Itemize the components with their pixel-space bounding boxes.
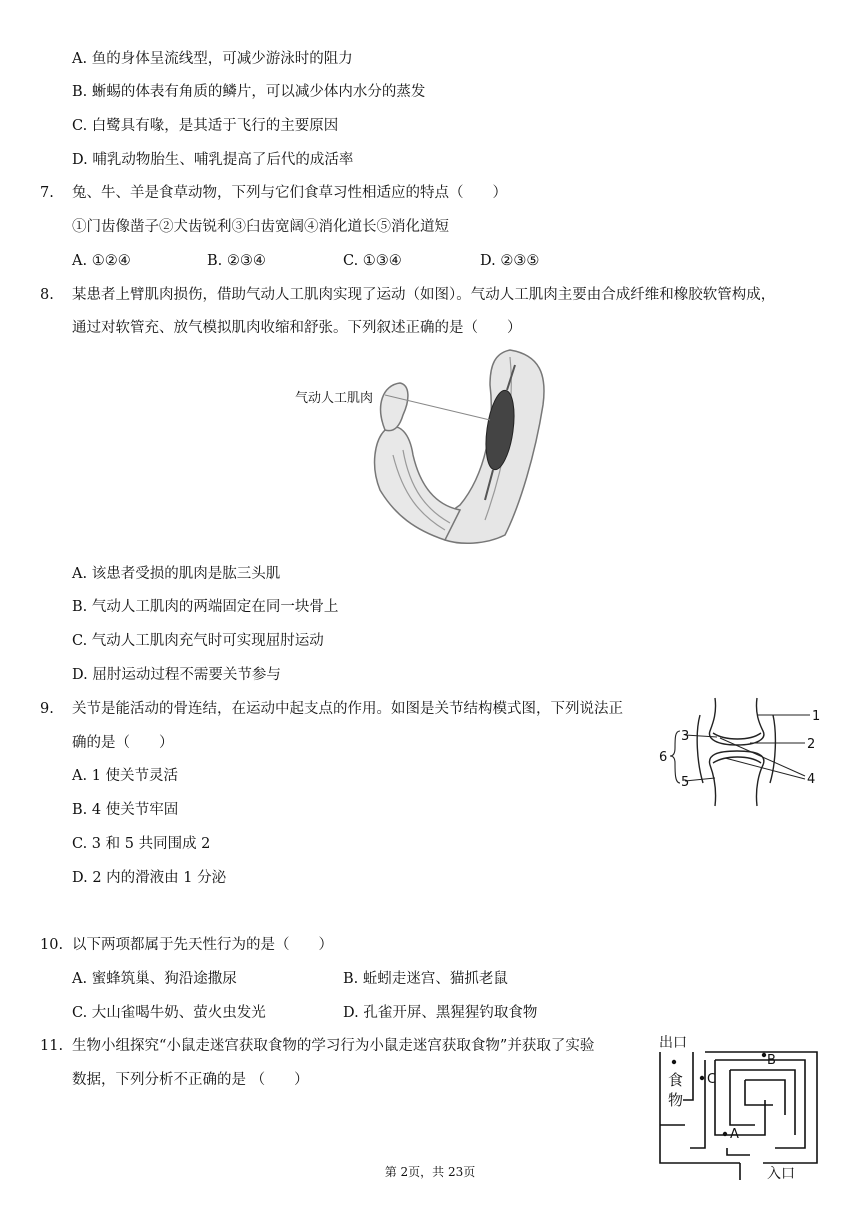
question-number: 11.: [40, 1038, 64, 1054]
q8-stem-cont: 通过对软管充、放气模拟肌肉收缩和舒张。下列叙述正确的是（ ）: [72, 320, 522, 336]
page-footer: 第 2页，共 23页: [384, 1165, 476, 1179]
q7-options: [0, 251, 860, 271]
q9-option-a: A. 1 使关节灵活: [72, 768, 179, 784]
question-number: 7.: [40, 185, 54, 201]
q6-option-b: B. 蜥蜴的体表有角质的鳞片，可以减少体内水分的蒸发: [72, 84, 426, 100]
maze-point-a: A: [730, 1127, 739, 1142]
q9-stem-cont: 确的是（ ）: [72, 735, 174, 751]
q10-option-b: B. 蚯蚓走迷宫、猫抓老鼠: [343, 971, 508, 987]
question-stem: 关节是能活动的骨连结，在运动中起支点的作用。如图是关节结构模式图，下列说法正: [72, 701, 623, 717]
question-stem: 以下两项都属于先天性行为的是（ ）: [72, 937, 333, 953]
q10-option-a: A. 蜜蜂筑巢、狗沿途撒尿: [72, 971, 237, 987]
q10-option-d: D. 孔雀开屏、黑猩猩钓取食物: [343, 1005, 538, 1021]
question-stem: 兔、牛、羊是食草动物，下列与它们食草习性相适应的特点（ ）: [72, 185, 507, 201]
q7-option-a: A. ①②④: [72, 253, 131, 269]
q6-option-a: A. 鱼的身体呈流线型，可减少游泳时的阻力: [72, 51, 353, 67]
question-stem: 生物小组探究“小鼠走迷宫获取食物的学习行为小鼠走迷宫获取食物”并获取了实验: [72, 1038, 595, 1054]
q9-option-c: C. 3 和 5 共同围成 2: [72, 836, 211, 852]
q11-stem-cont: 数据，下列分析不正确的是 （ ）: [72, 1072, 309, 1088]
maze-figure: [655, 1030, 830, 1185]
label-3: 3: [681, 729, 690, 744]
q10-option-c: C. 大山雀喝牛奶、萤火虫发光: [72, 1005, 266, 1021]
question-stem: 某患者上臂肌肉损伤，借助气动人工肌肉实现了运动（如图）。气动人工肌肉主要由合成纤维和橡胶软管构成，: [72, 287, 776, 303]
q8-option-a: A. 该患者受损的肌肉是肱三头肌: [72, 566, 281, 582]
label-5: 5: [681, 775, 690, 790]
maze-point-c: C: [707, 1072, 717, 1087]
q10-options-row2: [0, 1003, 860, 1023]
q6-option-c: C. 白鹭具有喙，是其适于飞行的主要原因: [72, 118, 339, 134]
q7-statements: ①门齿像凿子②犬齿锐利③臼齿宽阔④消化道长⑤消化道短: [72, 219, 449, 235]
q7-option-d: D. ②③⑤: [480, 253, 540, 269]
q6-option-d: D. 哺乳动物胎生、哺乳提高了后代的成活率: [72, 152, 354, 168]
question-number: 10.: [40, 937, 64, 953]
q8-option-b: B. 气动人工肌肉的两端固定在同一块骨上: [72, 599, 339, 615]
arm-figure: [285, 345, 555, 550]
question-number: 9.: [40, 701, 54, 717]
q9-option-b: B. 4 使关节牢固: [72, 802, 179, 818]
maze-exit-label: 出口: [659, 1035, 687, 1051]
q7-option-c: C. ①③④: [343, 253, 402, 269]
label-4: 4: [807, 772, 816, 787]
joint-figure: [655, 693, 825, 813]
q9-option-d: D. 2 内的滑液由 1 分泌: [72, 870, 227, 886]
q10-options-row1: [0, 969, 860, 989]
question-number: 8.: [40, 287, 54, 303]
maze-diagram: [655, 1030, 830, 1185]
label-2: 2: [807, 737, 816, 752]
label-6: 6: [659, 750, 668, 765]
maze-food-label-2: 物: [668, 1091, 684, 1109]
q7-option-b: B. ②③④: [207, 253, 266, 269]
q8-option-c: C. 气动人工肌肉充气时可实现屈肘运动: [72, 633, 324, 649]
arm-illustration: [285, 345, 555, 550]
figure-label: 气动人工肌肉: [295, 391, 374, 406]
maze-point-b: B: [767, 1053, 776, 1068]
maze-food-label-1: 食: [668, 1071, 684, 1089]
joint-diagram: [655, 693, 825, 813]
maze-entrance-label: 入口: [767, 1166, 795, 1182]
label-1: 1: [812, 709, 821, 724]
q8-option-d: D. 屈肘运动过程不需要关节参与: [72, 667, 281, 683]
